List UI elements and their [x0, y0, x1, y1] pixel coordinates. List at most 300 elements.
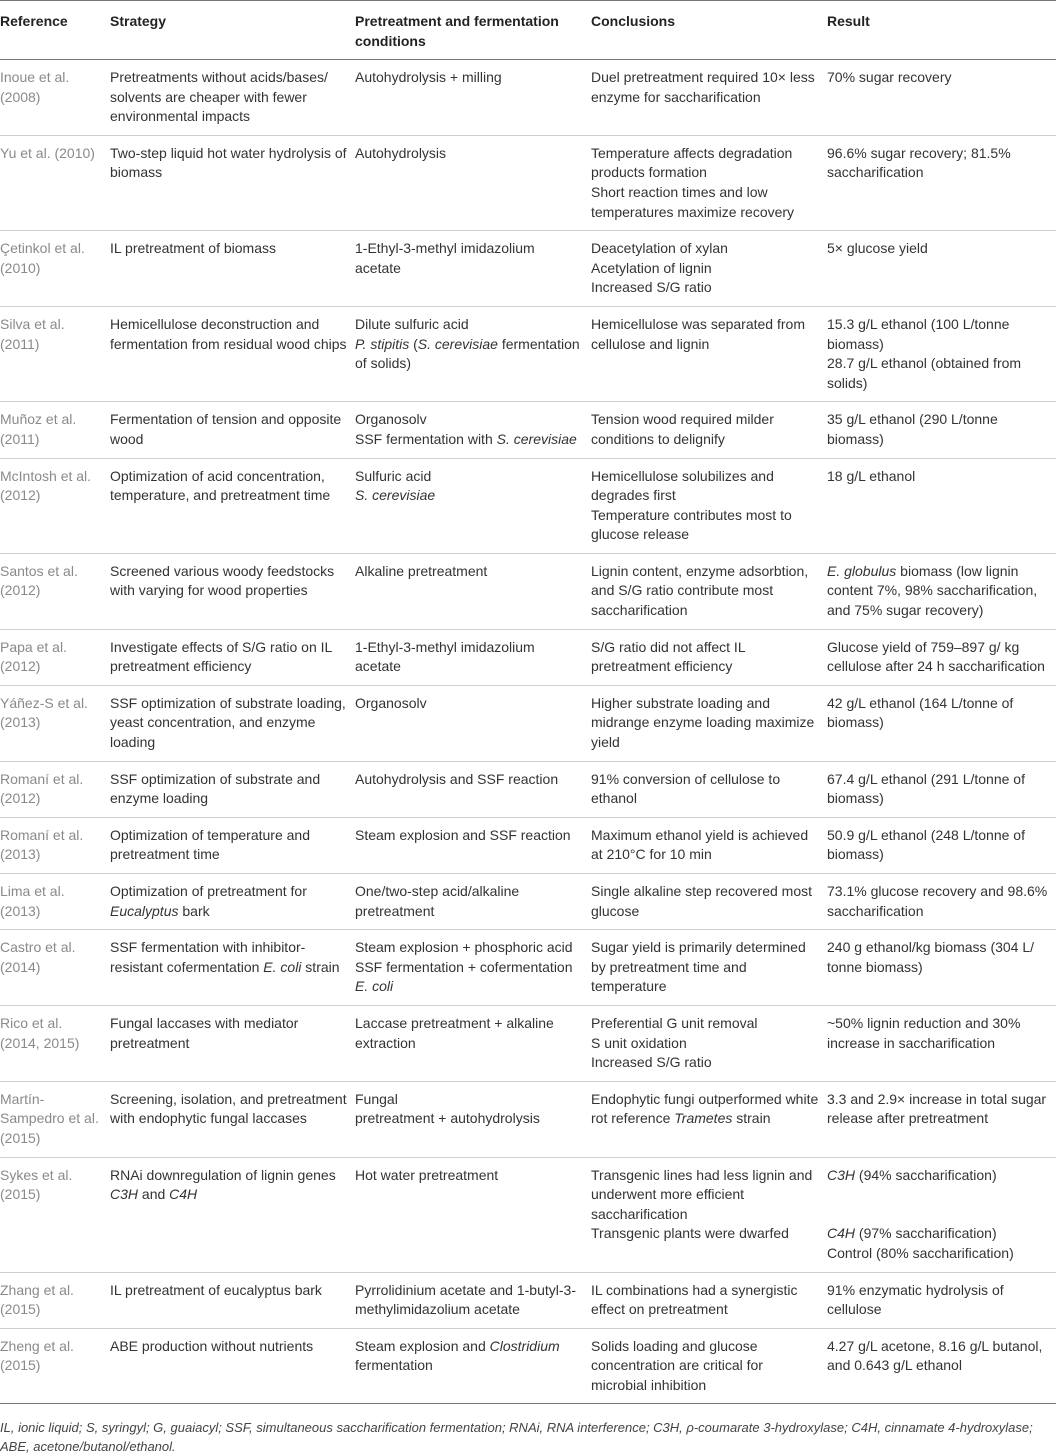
conclusions-line — [591, 826, 819, 865]
pretreatment-line — [355, 1337, 583, 1376]
text-segment: Transgenic plants were dwarfed — [591, 1225, 789, 1242]
text-segment: ABE production without nutrients — [110, 1337, 314, 1354]
text-segment: Preferential G unit removal — [591, 1014, 758, 1031]
pretreatment-line — [355, 1109, 583, 1129]
conclusions-line — [591, 68, 819, 107]
italic-term: C4H — [827, 1225, 856, 1242]
cell-conclusions — [591, 306, 827, 401]
pretreatment-line — [355, 467, 583, 487]
text-segment: and — [138, 1186, 170, 1203]
header-strategy: Strategy — [110, 13, 167, 29]
result-line — [827, 1281, 1048, 1320]
cell-result — [827, 874, 1056, 930]
italic-term: C3H — [110, 1186, 139, 1203]
cell-strategy — [110, 930, 355, 1006]
text-segment: (94% saccharification) — [855, 1166, 997, 1183]
text-segment: Control (80% saccharification) — [827, 1244, 1014, 1261]
cell-strategy — [110, 231, 355, 307]
pretreatment-line — [355, 239, 583, 278]
cell-pretreatment — [355, 930, 591, 1006]
text-segment: Autohydrolysis — [355, 144, 447, 161]
cell-strategy — [110, 817, 355, 873]
header-conclusions: Conclusions — [591, 13, 676, 29]
cell-result — [827, 1005, 1056, 1081]
text-segment: Fermentation of tension and opposite wood — [110, 411, 342, 447]
cell-conclusions — [591, 685, 827, 761]
pretreatment-line — [355, 1014, 583, 1053]
text-segment: Optimization of acid concentration, temperature, and pretreatment time — [110, 467, 331, 504]
text-segment: Glucose yield of 759–897 g/ kg cellulose after 24 h saccharification — [827, 638, 1045, 675]
header-row — [0, 1, 1056, 60]
cell-conclusions — [591, 629, 827, 685]
conclusions-line — [591, 259, 819, 279]
cell-strategy — [110, 60, 355, 136]
cell-result — [827, 553, 1056, 629]
conclusions-line — [591, 410, 819, 449]
cell-result — [827, 458, 1056, 553]
text-segment: ( — [409, 335, 418, 352]
italic-term: S. cerevisiae — [417, 335, 498, 352]
pretreatment-line — [355, 335, 583, 374]
text-segment: strain — [301, 958, 340, 975]
cell-strategy — [110, 685, 355, 761]
text-segment: Single alkaline step recovered most glucose — [591, 883, 813, 919]
cell-strategy — [110, 629, 355, 685]
table-row — [0, 685, 1056, 761]
text-segment: 5× glucose yield — [827, 240, 928, 257]
text-segment: Screened various woody feedstocks with varying for wood properties — [110, 562, 335, 599]
cell-reference: Martín-Sampedro et al. (2015) — [0, 1090, 99, 1146]
cell-conclusions — [591, 817, 827, 873]
result-line — [827, 770, 1048, 809]
result-line — [827, 354, 1048, 393]
text-segment: IL combinations had a synergistic effect on pretreatment — [591, 1281, 798, 1318]
pretreatment-line — [355, 144, 583, 164]
strategy-line — [110, 239, 347, 259]
cell-strategy — [110, 553, 355, 629]
italic-term: C3H — [827, 1166, 856, 1183]
cell-result — [827, 629, 1056, 685]
text-segment: RNAi downregulation of lignin genes — [110, 1166, 336, 1183]
pretreatment-line — [355, 826, 583, 846]
text-segment: SSF fermentation with — [355, 430, 497, 447]
pretreatment-line — [355, 938, 583, 958]
cell-strategy — [110, 1328, 355, 1404]
result-line — [827, 144, 1048, 183]
cell-conclusions — [591, 1272, 827, 1328]
cell-result — [827, 817, 1056, 873]
result-line — [827, 638, 1048, 677]
text-segment: 91% enzymatic hydrolysis of cellulose — [827, 1281, 1004, 1318]
text-segment: Transgenic lines had less lignin and underwent more efficient saccharification — [591, 1166, 813, 1222]
conclusions-line — [591, 278, 819, 298]
conclusions-line — [591, 938, 819, 997]
text-segment: Tension wood required milder conditions to delignify — [591, 411, 774, 447]
cell-pretreatment — [355, 402, 591, 458]
text-segment: Two-step liquid hot water hydrolysis of biomass — [110, 144, 347, 181]
result-line — [827, 1166, 1048, 1186]
text-segment: Temperature affects degradation products formation — [591, 144, 793, 181]
text-segment: IL pretreatment of biomass — [110, 240, 277, 257]
text-segment: Duel pretreatment required 10× less enzyme for saccharification — [591, 69, 815, 105]
cell-reference: Castro et al. (2014) — [0, 939, 76, 975]
table-row — [0, 60, 1056, 136]
cell-strategy — [110, 1272, 355, 1328]
text-segment: 42 g/L ethanol (164 L/tonne of biomass) — [827, 694, 1014, 731]
pretreatment-line — [355, 882, 583, 921]
cell-reference: Sykes et al. (2015) — [0, 1166, 73, 1203]
cell-strategy — [110, 874, 355, 930]
cell-conclusions — [591, 874, 827, 930]
strategy-line — [110, 467, 347, 506]
text-segment: ~50% lignin reduction and 30% increase in saccharification — [827, 1014, 1021, 1051]
result-line — [827, 1090, 1048, 1129]
strategy-line — [110, 68, 347, 127]
text-segment: Hemicellulose was separated from cellulose and lignin — [591, 315, 805, 352]
table-row — [0, 1081, 1056, 1157]
cell-pretreatment — [355, 874, 591, 930]
cell-strategy — [110, 761, 355, 817]
text-segment: 1-Ethyl-3-methyl imidazolium acetate — [355, 638, 535, 675]
cell-strategy — [110, 1005, 355, 1081]
conclusions-line — [591, 1014, 819, 1034]
pretreatment-line — [355, 694, 583, 714]
text-segment: S unit oxidation — [591, 1034, 687, 1051]
strategy-line — [110, 562, 347, 601]
cell-conclusions — [591, 930, 827, 1006]
conclusions-line — [591, 770, 819, 809]
cell-result — [827, 1328, 1056, 1404]
result-line — [827, 315, 1048, 354]
text-segment: Endophytic fungi outperformed white rot reference — [591, 1090, 819, 1127]
text-segment: Screening, isolation, and pretreatment with endophytic fungal laccases — [110, 1090, 347, 1127]
strategy-line — [110, 638, 347, 677]
text-segment: fermentation of solids) — [355, 335, 580, 372]
result-line — [827, 938, 1048, 977]
conclusions-line — [591, 694, 819, 753]
cell-pretreatment — [355, 1081, 591, 1157]
cell-pretreatment — [355, 306, 591, 401]
text-segment: Increased S/G ratio — [591, 1054, 712, 1071]
cell-pretreatment — [355, 1157, 591, 1272]
table-row — [0, 817, 1056, 873]
cell-result — [827, 135, 1056, 230]
text-segment: 96.6% sugar recovery; 81.5% saccharification — [827, 144, 1011, 181]
italic-term: Clostridium — [489, 1337, 560, 1354]
cell-reference: Muñoz et al. (2011) — [0, 411, 77, 447]
result-line — [827, 694, 1048, 733]
text-segment: Organosolv — [355, 694, 427, 711]
cell-conclusions — [591, 1005, 827, 1081]
conclusions-line — [591, 1224, 819, 1244]
text-segment: Temperature contributes most to glucose release — [591, 506, 792, 543]
text-segment: Steam explosion and — [355, 1337, 490, 1354]
strategy-line — [110, 826, 347, 865]
result-line — [827, 562, 1048, 621]
pretreatment-line — [355, 315, 583, 335]
pretreatment-line — [355, 958, 583, 997]
cell-conclusions — [591, 402, 827, 458]
conclusions-line — [591, 1034, 819, 1054]
cell-reference: Zhang et al. (2015) — [0, 1281, 74, 1318]
cell-result — [827, 1157, 1056, 1272]
result-line — [827, 1224, 1048, 1244]
cell-reference: Inoue et al. (2008) — [0, 69, 70, 105]
cell-reference: Romaní et al. (2013) — [0, 826, 84, 863]
conclusions-line — [591, 144, 819, 183]
cell-strategy — [110, 402, 355, 458]
strategy-line — [110, 1090, 347, 1129]
italic-term: E. coli — [355, 978, 394, 995]
text-segment: Fungal — [355, 1090, 398, 1107]
conclusions-line — [591, 183, 819, 222]
cell-result — [827, 761, 1056, 817]
text-segment: 18 g/L ethanol — [827, 467, 916, 484]
italic-term: Eucalyptus — [110, 902, 179, 919]
cell-conclusions — [591, 135, 827, 230]
text-segment: One/two-step acid/alkaline pretreatment — [355, 883, 520, 919]
text-segment: Short reaction times and low temperatures maximize recovery — [591, 183, 795, 220]
strategy-line — [110, 938, 347, 977]
text-segment: Steam explosion and SSF reaction — [355, 826, 571, 843]
text-segment: Higher substrate loading and midrange enzyme loading maximize yield — [591, 694, 815, 751]
text-segment: 91% conversion of cellulose to ethanol — [591, 770, 781, 807]
text-segment: SSF optimization of substrate loading, yeast concentration, and enzyme loading — [110, 694, 346, 751]
text-segment: Maximum ethanol yield is achieved at 210°C for 10 min — [591, 826, 809, 863]
result-line — [827, 239, 1048, 259]
cell-result — [827, 231, 1056, 307]
strategy-line — [110, 770, 347, 809]
text-segment: 35 g/L ethanol (290 L/tonne biomass) — [827, 411, 998, 447]
cell-pretreatment — [355, 817, 591, 873]
text-segment: pretreatment + autohydrolysis — [355, 1110, 540, 1127]
result-line — [827, 68, 1048, 88]
cell-reference: McIntosh et al. (2012) — [0, 467, 92, 504]
italic-term: S. cerevisiae — [496, 430, 577, 447]
pretreatment-line — [355, 430, 583, 450]
pretreatment-line — [355, 68, 583, 88]
text-segment: S/G ratio did not affect IL pretreatment efficiency — [591, 638, 746, 675]
table-row — [0, 135, 1056, 230]
result-line — [827, 1014, 1048, 1053]
text-segment: 4.27 g/L acetone, 8.16 g/L butanol, and 0.643 g/L ethanol — [827, 1337, 1043, 1374]
text-segment: Optimization of temperature and pretreatment time — [110, 826, 310, 863]
cell-conclusions — [591, 60, 827, 136]
conclusions-line — [591, 1166, 819, 1225]
table-row — [0, 231, 1056, 307]
strategy-line — [110, 694, 347, 753]
text-segment: 67.4 g/L ethanol (291 L/tonne of biomass) — [827, 770, 1025, 807]
cell-conclusions — [591, 231, 827, 307]
text-segment: 70% sugar recovery — [827, 69, 952, 85]
cell-reference: Rico et al. (2014, 2015) — [0, 1014, 80, 1051]
text-segment: Pretreatments without acids/bases/ solvents are cheaper with fewer environmental impacts — [110, 69, 328, 125]
text-segment: Sugar yield is primarily determined by pretreatment time and temperature — [591, 939, 806, 995]
cell-reference: Yu et al. (2010) — [0, 144, 95, 161]
pretreatment-line — [355, 1281, 583, 1320]
table-row — [0, 306, 1056, 401]
text-segment: (97% saccharification) — [855, 1225, 997, 1242]
text-segment: Steam explosion + phosphoric acid — [355, 939, 573, 956]
cell-reference: Santos et al. (2012) — [0, 562, 78, 599]
conclusions-line — [591, 1053, 819, 1073]
table-row — [0, 458, 1056, 553]
conclusions-line — [591, 506, 819, 545]
text-segment: 15.3 g/L ethanol (100 L/tonne biomass) — [827, 315, 1010, 352]
table-row — [0, 1328, 1056, 1404]
text-segment: Organosolv — [355, 411, 427, 428]
pretreatment-line — [355, 638, 583, 677]
result-line — [827, 410, 1048, 449]
text-segment: Fungal laccases with mediator pretreatment — [110, 1014, 299, 1051]
table-row — [0, 761, 1056, 817]
text-segment: Deacetylation of xylan — [591, 240, 728, 257]
table-row — [0, 629, 1056, 685]
text-segment: Hemicellulose deconstruction and fermentation from residual wood chips — [110, 315, 347, 352]
text-segment: Sulfuric acid — [355, 467, 432, 484]
text-segment: 28.7 g/L ethanol (obtained from solids) — [827, 355, 1022, 391]
result-line — [827, 1337, 1048, 1376]
text-segment: fermentation — [355, 1357, 433, 1374]
strategy-line — [110, 315, 347, 354]
conclusions-line — [591, 239, 819, 259]
text-segment: biomass (low lignin content 7%, 98% saccharification, and 75% sugar recovery) — [827, 562, 1038, 619]
text-segment: Pyrrolidinium acetate and 1-butyl-3-methylimidazolium acetate — [355, 1281, 576, 1318]
cell-conclusions — [591, 1328, 827, 1404]
text-segment: Hemicellulose solubilizes and degrades first — [591, 467, 774, 504]
result-line — [827, 1244, 1048, 1264]
cell-pretreatment — [355, 60, 591, 136]
table-row — [0, 1157, 1056, 1272]
strategy-line — [110, 410, 347, 449]
text-segment: Hot water pretreatment — [355, 1166, 499, 1183]
text-segment: SSF optimization of substrate and enzyme loading — [110, 770, 321, 807]
table-row — [0, 1005, 1056, 1081]
strategy-line — [110, 144, 347, 183]
cell-result — [827, 402, 1056, 458]
text-segment: 240 g ethanol/kg biomass (304 L/ tonne biomass) — [827, 939, 1035, 975]
conclusions-line — [591, 882, 819, 921]
italic-term: E. coli — [263, 958, 302, 975]
strategy-line — [110, 1281, 347, 1301]
cell-strategy — [110, 1081, 355, 1157]
cell-pretreatment — [355, 553, 591, 629]
table-row — [0, 930, 1056, 1006]
strategy-line — [110, 1337, 347, 1357]
conclusions-line — [591, 562, 819, 621]
result-line — [827, 826, 1048, 865]
cell-result — [827, 930, 1056, 1006]
cell-pretreatment — [355, 629, 591, 685]
text-segment: Investigate effects of S/G ratio on IL pretreatment efficiency — [110, 638, 332, 675]
text-segment: Optimization of pretreatment for — [110, 883, 307, 899]
text-segment: Autohydrolysis + milling — [355, 69, 502, 85]
pretreatment-line — [355, 562, 583, 582]
conclusions-line — [591, 467, 819, 506]
italic-term: P. stipitis — [355, 335, 410, 352]
cell-reference: Silva et al. (2011) — [0, 315, 65, 352]
cell-strategy — [110, 1157, 355, 1272]
pretreatment-line — [355, 1166, 583, 1186]
cell-reference: Yáñez-S et al. (2013) — [0, 694, 88, 731]
pretreatment-line — [355, 770, 583, 790]
cell-result — [827, 685, 1056, 761]
italic-term: S. cerevisiae — [355, 487, 436, 504]
cell-pretreatment — [355, 685, 591, 761]
cell-result — [827, 1081, 1056, 1157]
conclusions-line — [591, 1281, 819, 1320]
conclusions-line — [591, 1090, 819, 1129]
text-segment: Laccase pretreatment + alkaline extraction — [355, 1014, 554, 1051]
text-segment: 3.3 and 2.9× increase in total sugar release after pretreatment — [827, 1090, 1047, 1127]
strategy-line — [110, 1014, 347, 1053]
cell-conclusions — [591, 1157, 827, 1272]
cell-conclusions — [591, 458, 827, 553]
italic-term: E. globulus — [827, 562, 897, 579]
strategy-line — [110, 1166, 347, 1205]
cell-conclusions — [591, 553, 827, 629]
text-segment: Solids loading and glucose concentration are critical for microbial inhibition — [591, 1337, 763, 1393]
text-segment: Autohydrolysis and SSF reaction — [355, 770, 559, 787]
text-segment: SSF fermentation with inhibitor-resistant cofermentation — [110, 939, 306, 975]
cell-reference: Zheng et al. (2015) — [0, 1337, 74, 1374]
table-row — [0, 874, 1056, 930]
table-footnote: IL, ionic liquid; S, syringyl; G, guaiacyl; SSF, simultaneous saccharification fermentation; RNAi, RNA interference; C3H, ρ-coumarate 3-hydroxylase; C4H, cinnamate 4-hydroxylase; ABE, acetone/butanol/ethanol. — [0, 1420, 1033, 1455]
conclusions-line — [591, 638, 819, 677]
text-segment: Dilute sulfuric acid — [355, 315, 469, 332]
cell-pretreatment — [355, 1005, 591, 1081]
text-segment: SSF fermentation + cofermentation — [355, 958, 573, 975]
text-segment: 73.1% glucose recovery and 98.6% saccharification — [827, 883, 1048, 919]
italic-term: Trametes — [674, 1110, 733, 1127]
cell-pretreatment — [355, 458, 591, 553]
header-pretreatment: Pretreatment and fermentation conditions — [355, 13, 559, 49]
text-segment: 50.9 g/L ethanol (248 L/tonne of biomass) — [827, 826, 1025, 863]
cell-reference: Papa et al. (2012) — [0, 638, 67, 675]
cell-reference: Çetinkol et al. (2010) — [0, 240, 85, 276]
strategy-line — [110, 882, 347, 921]
table-row — [0, 553, 1056, 629]
cell-reference: Lima et al. (2013) — [0, 883, 65, 919]
text-segment: Acetylation of lignin — [591, 259, 712, 276]
table-row — [0, 402, 1056, 458]
pretreatment-line — [355, 1090, 583, 1110]
text-segment: strain — [732, 1110, 771, 1127]
text-segment: IL pretreatment of eucalyptus bark — [110, 1281, 322, 1298]
pretreatment-line — [355, 486, 583, 506]
cell-pretreatment — [355, 761, 591, 817]
result-line — [827, 1185, 1048, 1205]
cell-pretreatment — [355, 231, 591, 307]
text-segment: Alkaline pretreatment — [355, 562, 488, 579]
text-segment: Increased S/G ratio — [591, 279, 712, 296]
text-segment: 1-Ethyl-3-methyl imidazolium acetate — [355, 240, 535, 276]
table-body — [0, 60, 1056, 1404]
result-line — [827, 882, 1048, 921]
cell-result — [827, 1272, 1056, 1328]
italic-term: C4H — [169, 1186, 198, 1203]
cell-strategy — [110, 135, 355, 230]
pretreatment-line — [355, 410, 583, 430]
cell-strategy — [110, 306, 355, 401]
text-segment: Lignin content, enzyme adsorbtion, and S/G ratio contribute most saccharification — [591, 562, 809, 619]
cell-result — [827, 60, 1056, 136]
text-segment: bark — [178, 902, 210, 919]
cell-pretreatment — [355, 1328, 591, 1404]
header-reference: Reference — [0, 13, 68, 29]
cell-conclusions — [591, 1081, 827, 1157]
conclusions-line — [591, 315, 819, 354]
